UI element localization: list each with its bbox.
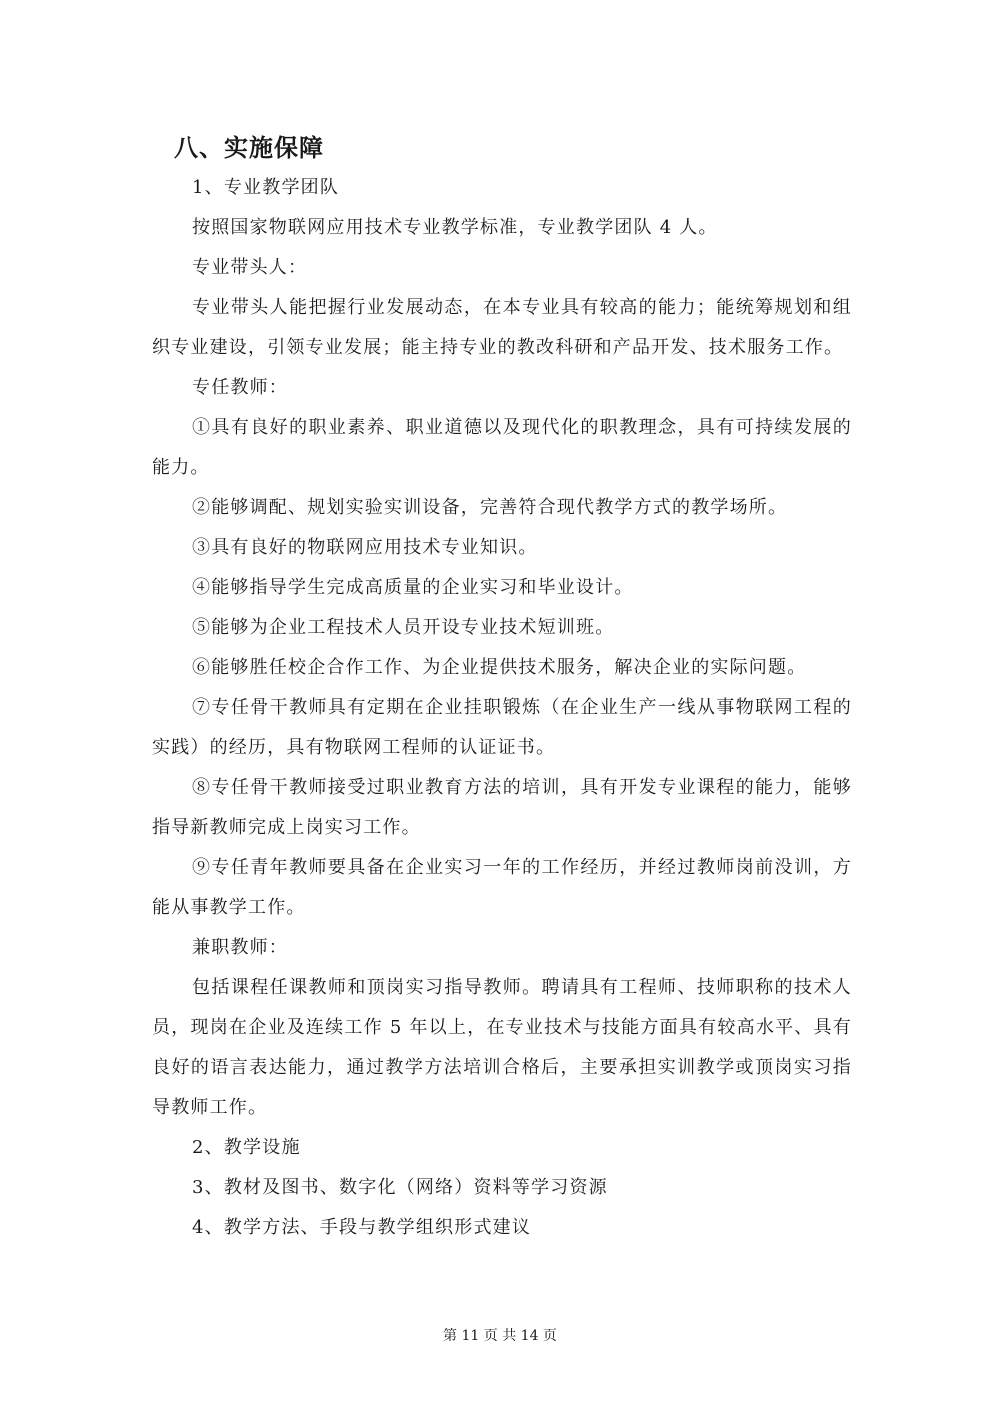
section-heading: 八、实施保障 — [174, 134, 324, 162]
paragraph: 按照国家物联网应用技术专业教学标准，专业教学团队 4 人。 — [192, 217, 718, 238]
label-lead-person: 专业带头人： — [192, 257, 308, 278]
list-item: ②能够调配、规划实验实训设备，完善符合现代教学方式的教学场所。 — [192, 497, 788, 518]
paragraph: 包括课程任课教师和顶岗实习指导教师。聘请具有工程师、技师职称的技术人员，现岗在企业及连续工作 5 年以上，在专业技术与技能方面具有较高水平、具有良好的语言表达能力，通过教学方法培训合格后，主要承担实训教学或顶岗实习指导教师工作。 — [152, 977, 852, 1118]
list-item: ⑤能够为企业工程技术人员开设专业技术短训班。 — [192, 617, 615, 638]
subsection-title-resources: 3、教材及图书、数字化（网络）资料等学习资源 — [192, 1177, 608, 1198]
label-part-time-teachers: 兼职教师： — [192, 937, 288, 958]
list-item: ⑨专任青年教师要具备在企业实习一年的工作经历，并经过教师岗前没训，方能从事教学工作。 — [152, 857, 852, 918]
document-page — [152, 128, 852, 1248]
list-item: ①具有良好的职业素养、职业道德以及现代化的职教理念，具有可持续发展的能力。 — [152, 417, 852, 478]
list-item: ⑧专任骨干教师接受过职业教育方法的培训，具有开发专业课程的能力，能够指导新教师完成上岗实习工作。 — [152, 777, 852, 838]
subsection-title-teaching-team: 1、专业教学团队 — [192, 177, 340, 198]
subsection-title-facilities: 2、教学设施 — [192, 1137, 301, 1158]
label-full-time-teachers: 专任教师： — [192, 377, 288, 398]
list-item: ⑥能够胜任校企合作工作、为企业提供技术服务，解决企业的实际问题。 — [192, 657, 807, 678]
paragraph: 专业带头人能把握行业发展动态，在本专业具有较高的能力；能统筹规划和组织专业建设，引领专业发展；能主持专业的教改科研和产品开发、技术服务工作。 — [152, 297, 852, 358]
list-item: ⑦专任骨干教师具有定期在企业挂职锻炼（在企业生产一线从事物联网工程的实践）的经历，具有物联网工程师的认证证书。 — [152, 697, 852, 758]
subsection-title-methods: 4、教学方法、手段与教学组织形式建议 — [192, 1217, 532, 1238]
list-item: ④能够指导学生完成高质量的企业实习和毕业设计。 — [192, 577, 634, 598]
list-item: ③具有良好的物联网应用技术专业知识。 — [192, 537, 538, 558]
page-number-footer: 第 11 页 共 14 页 — [443, 1328, 557, 1344]
